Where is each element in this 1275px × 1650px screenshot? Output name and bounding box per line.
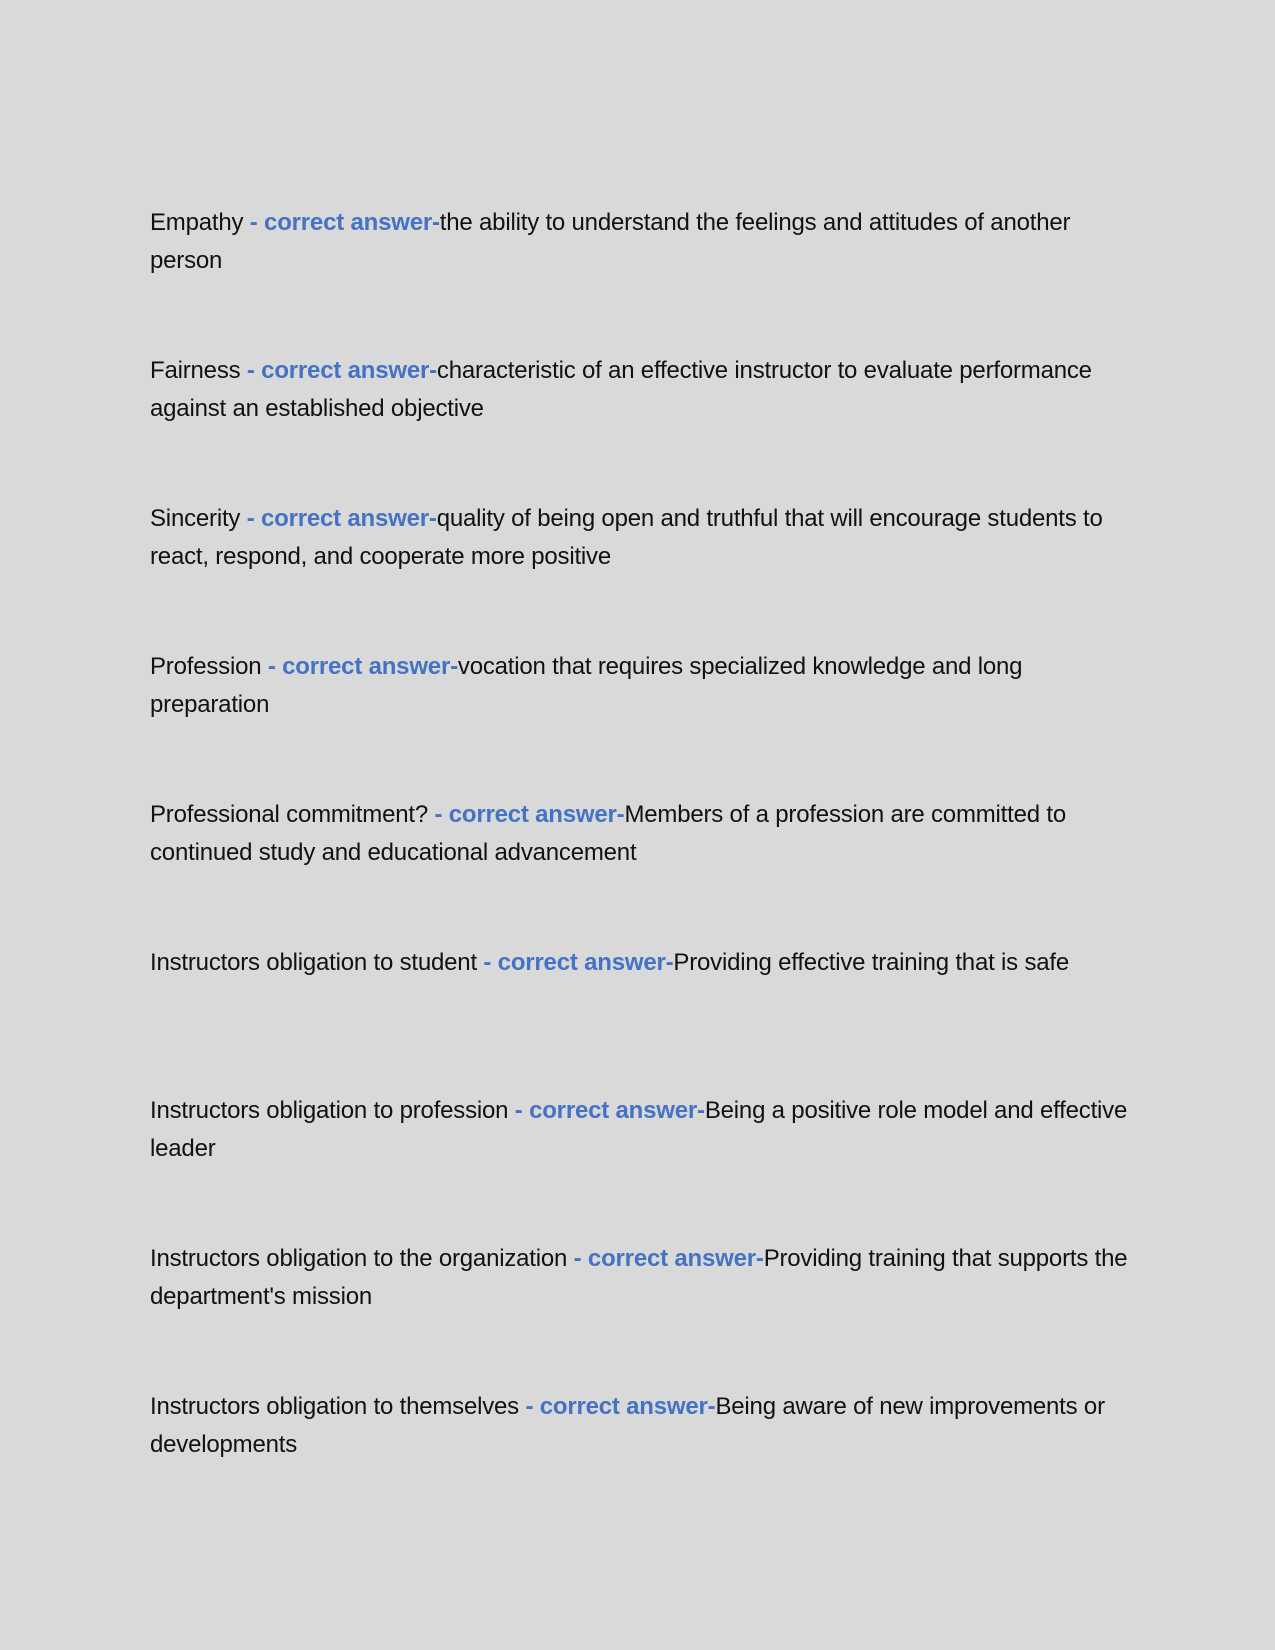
answer-separator: - correct answer-	[427, 801, 625, 828]
answer-separator: - correct answer-	[518, 1393, 716, 1420]
answer-separator: - correct answer-	[240, 505, 437, 532]
flashcard-entry	[150, 352, 1130, 500]
flashcard-entry	[150, 1092, 1130, 1240]
definition: Members of a profession are committed to continued study and educational advancement	[150, 801, 1066, 866]
answer-separator: - correct answer-	[476, 949, 674, 976]
term: Profession	[150, 653, 262, 680]
answer-separator: - correct answer-	[240, 357, 437, 384]
definition: Being a positive role model and effective leader	[150, 1097, 1128, 1162]
definition: Providing effective training that is safe	[673, 949, 1070, 976]
flashcard-entry	[150, 944, 1130, 1092]
term: Instructors obligation to student	[150, 949, 477, 976]
term: Professional commitment?	[150, 801, 428, 828]
definition: the ability to understand the feelings and attitudes of another person	[150, 209, 1071, 274]
flashcard-entry	[150, 204, 1130, 352]
term: Instructors obligation to themselves	[150, 1393, 519, 1420]
answer-separator: - correct answer-	[243, 209, 440, 236]
flashcard-entry	[150, 796, 1130, 944]
term: Instructors obligation to profession	[150, 1097, 509, 1124]
answer-separator: - correct answer-	[567, 1245, 764, 1272]
flashcard-entry	[150, 648, 1130, 796]
definition: Providing training that supports the department's mission	[150, 1245, 1128, 1310]
definition: vocation that requires specialized knowledge and long preparation	[150, 653, 1023, 718]
definition: Being aware of new improvements or developments	[150, 1393, 1105, 1458]
flashcard-entry	[150, 1388, 1130, 1536]
term: Instructors obligation to the organization	[150, 1245, 568, 1272]
definition: quality of being open and truthful that will encourage students to react, respond, and cooperate more positive	[150, 505, 1103, 570]
flashcard-entry	[150, 1240, 1130, 1388]
term: Fairness	[150, 357, 241, 384]
term: Sincerity	[150, 505, 241, 532]
answer-separator: - correct answer-	[261, 653, 458, 680]
document-page	[150, 204, 1130, 1536]
term: Empathy	[150, 209, 244, 236]
definition: characteristic of an effective instructor to evaluate performance against an established objective	[150, 357, 1092, 422]
answer-separator: - correct answer-	[508, 1097, 705, 1124]
flashcard-entry	[150, 500, 1130, 648]
